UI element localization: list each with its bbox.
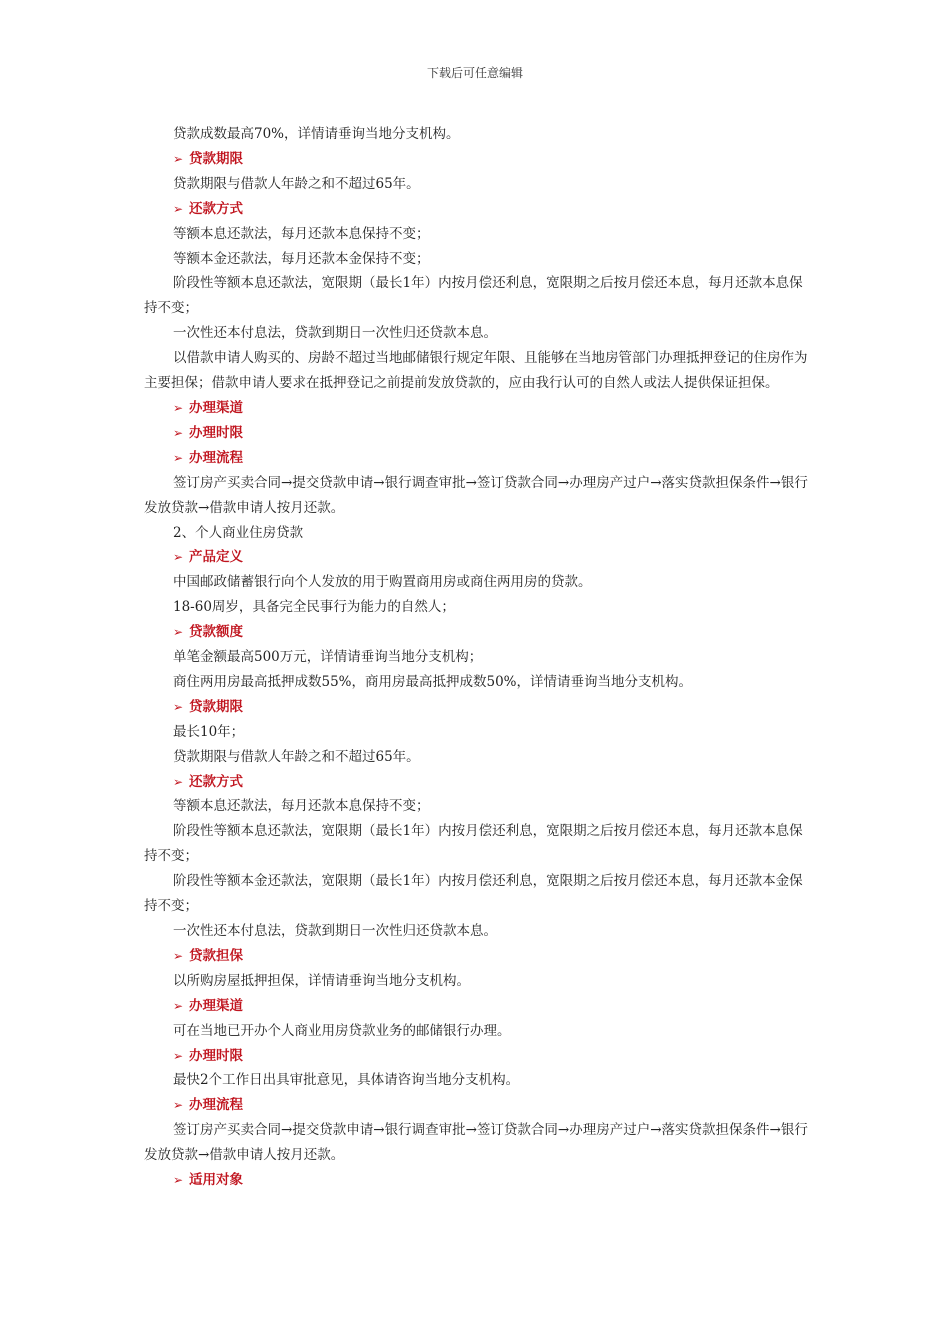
section-heading [144,1044,808,1069]
section-heading-label: 贷款期限 [189,698,243,715]
arrow-bullet-icon: ➢ [173,400,184,415]
text-line: 贷款成数最高70%，详情请垂询当地分支机构。 [173,126,460,142]
text-line: 最长10年； [173,723,245,740]
arrow-bullet-icon: ➢ [173,151,184,166]
section-heading [144,1168,808,1193]
section-heading [144,147,808,172]
section-heading-label: 贷款担保 [189,947,243,964]
text-line: 等额本息还款法，每月还款本息保持不变； [173,798,430,815]
arrow-bullet-icon: ➢ [173,450,184,465]
arrow-bullet-icon: ➢ [173,699,184,714]
section-heading [144,620,808,645]
arrow-bullet-icon: ➢ [173,550,184,565]
section-heading-label: 办理时限 [189,1047,243,1064]
arrow-bullet-icon: ➢ [173,948,184,963]
text-line: 一次性还本付息法，贷款到期日一次性归还贷款本息。 [173,325,497,342]
section-heading [144,695,808,720]
arrow-bullet-icon: ➢ [173,998,184,1013]
text-line: 可在当地已开办个人商业用房贷款业务的邮储银行办理。 [173,1022,511,1039]
text-line: 2、个人商业住房贷款 [173,524,304,541]
section-heading-label: 办理渠道 [189,399,243,416]
paragraph: 以借款申请人购买的、房龄不超过当地邮储银行规定年限、且能够在当地房管部门办理抵押登记的住房作为主要担保；借款申请人要求在抵押登记之前提前发放贷款的，应由我行认可的自然人或法人提供保证担保。 [144,350,808,392]
section-heading-label: 适用对象 [189,1172,243,1189]
text-line: 贷款期限与借款人年龄之和不超过65年。 [173,748,420,765]
section-heading [144,944,808,969]
section-heading-label: 办理时限 [189,424,243,441]
page-header: 下载后可任意编辑 [426,66,523,80]
section-heading-label: 办理渠道 [189,997,243,1014]
arrow-bullet-icon: ➢ [173,201,184,216]
section-heading [144,770,808,795]
text-line: 18-60周岁，具备完全民事行为能力的自然人； [173,599,455,616]
text-line: 中国邮政储蓄银行向个人发放的用于购置商用房或商住两用房的贷款。 [173,574,592,591]
arrow-bullet-icon: ➢ [173,1048,184,1063]
arrow-bullet-icon: ➢ [173,1173,184,1188]
section-heading-label: 贷款期限 [189,150,243,167]
text-line: 以所购房屋抵押担保，详情请垂询当地分支机构。 [173,972,470,989]
text-line: 商住两用房最高抵押成数55%，商用房最高抵押成数50%，详情请垂询当地分支机构。 [173,673,693,690]
arrow-bullet-icon: ➢ [173,425,184,440]
section-heading-label: 办理流程 [189,1097,243,1114]
arrow-bullet-icon: ➢ [173,625,184,640]
paragraph: 阶段性等额本息还款法，宽限期（最长1年）内按月偿还利息，宽限期之后按月偿还本息，每月还款本息保持不变； [144,275,803,317]
section-heading [144,545,808,570]
section-heading [144,1093,808,1118]
section-heading [144,446,808,471]
arrow-bullet-icon: ➢ [173,774,184,789]
section-heading [144,396,808,421]
section-heading-label: 还款方式 [189,773,243,790]
text-line: 一次性还本付息法，贷款到期日一次性归还贷款本息。 [173,923,497,939]
text-line: 单笔金额最高500万元，详情请垂询当地分支机构； [173,649,483,666]
text-line: 贷款期限与借款人年龄之和不超过65年。 [173,175,420,192]
section-heading-label: 办理流程 [189,449,243,466]
paragraph: 签订房产买卖合同→提交贷款申请→银行调查审批→签订贷款合同→办理房产过户→落实贷款担保条件→银行发放贷款→借款申请人按月还款。 [144,474,808,516]
section-heading [144,421,808,446]
section-heading-label: 产品定义 [189,549,243,566]
paragraph: 签订房产买卖合同→提交贷款申请→银行调查审批→签订贷款合同→办理房产过户→落实贷款担保条件→银行发放贷款→借款申请人按月还款。 [144,1122,808,1164]
paragraph: 阶段性等额本息还款法，宽限期（最长1年）内按月偿还利息，宽限期之后按月偿还本息，每月还款本息保持不变； [144,823,803,865]
document-body [144,122,808,1193]
section-heading [144,994,808,1019]
section-heading [144,197,808,222]
text-line: 等额本金还款法，每月还款本金保持不变； [173,250,430,267]
text-line: 等额本息还款法，每月还款本息保持不变； [173,225,430,242]
section-heading-label: 贷款额度 [189,624,243,641]
section-heading-label: 还款方式 [189,200,243,217]
text-line: 最快2个工作日出具审批意见，具体请咨询当地分支机构。 [173,1072,520,1089]
paragraph: 阶段性等额本金还款法，宽限期（最长1年）内按月偿还利息，宽限期之后按月偿还本息，每月还款本金保持不变； [144,873,803,915]
arrow-bullet-icon: ➢ [173,1098,184,1113]
